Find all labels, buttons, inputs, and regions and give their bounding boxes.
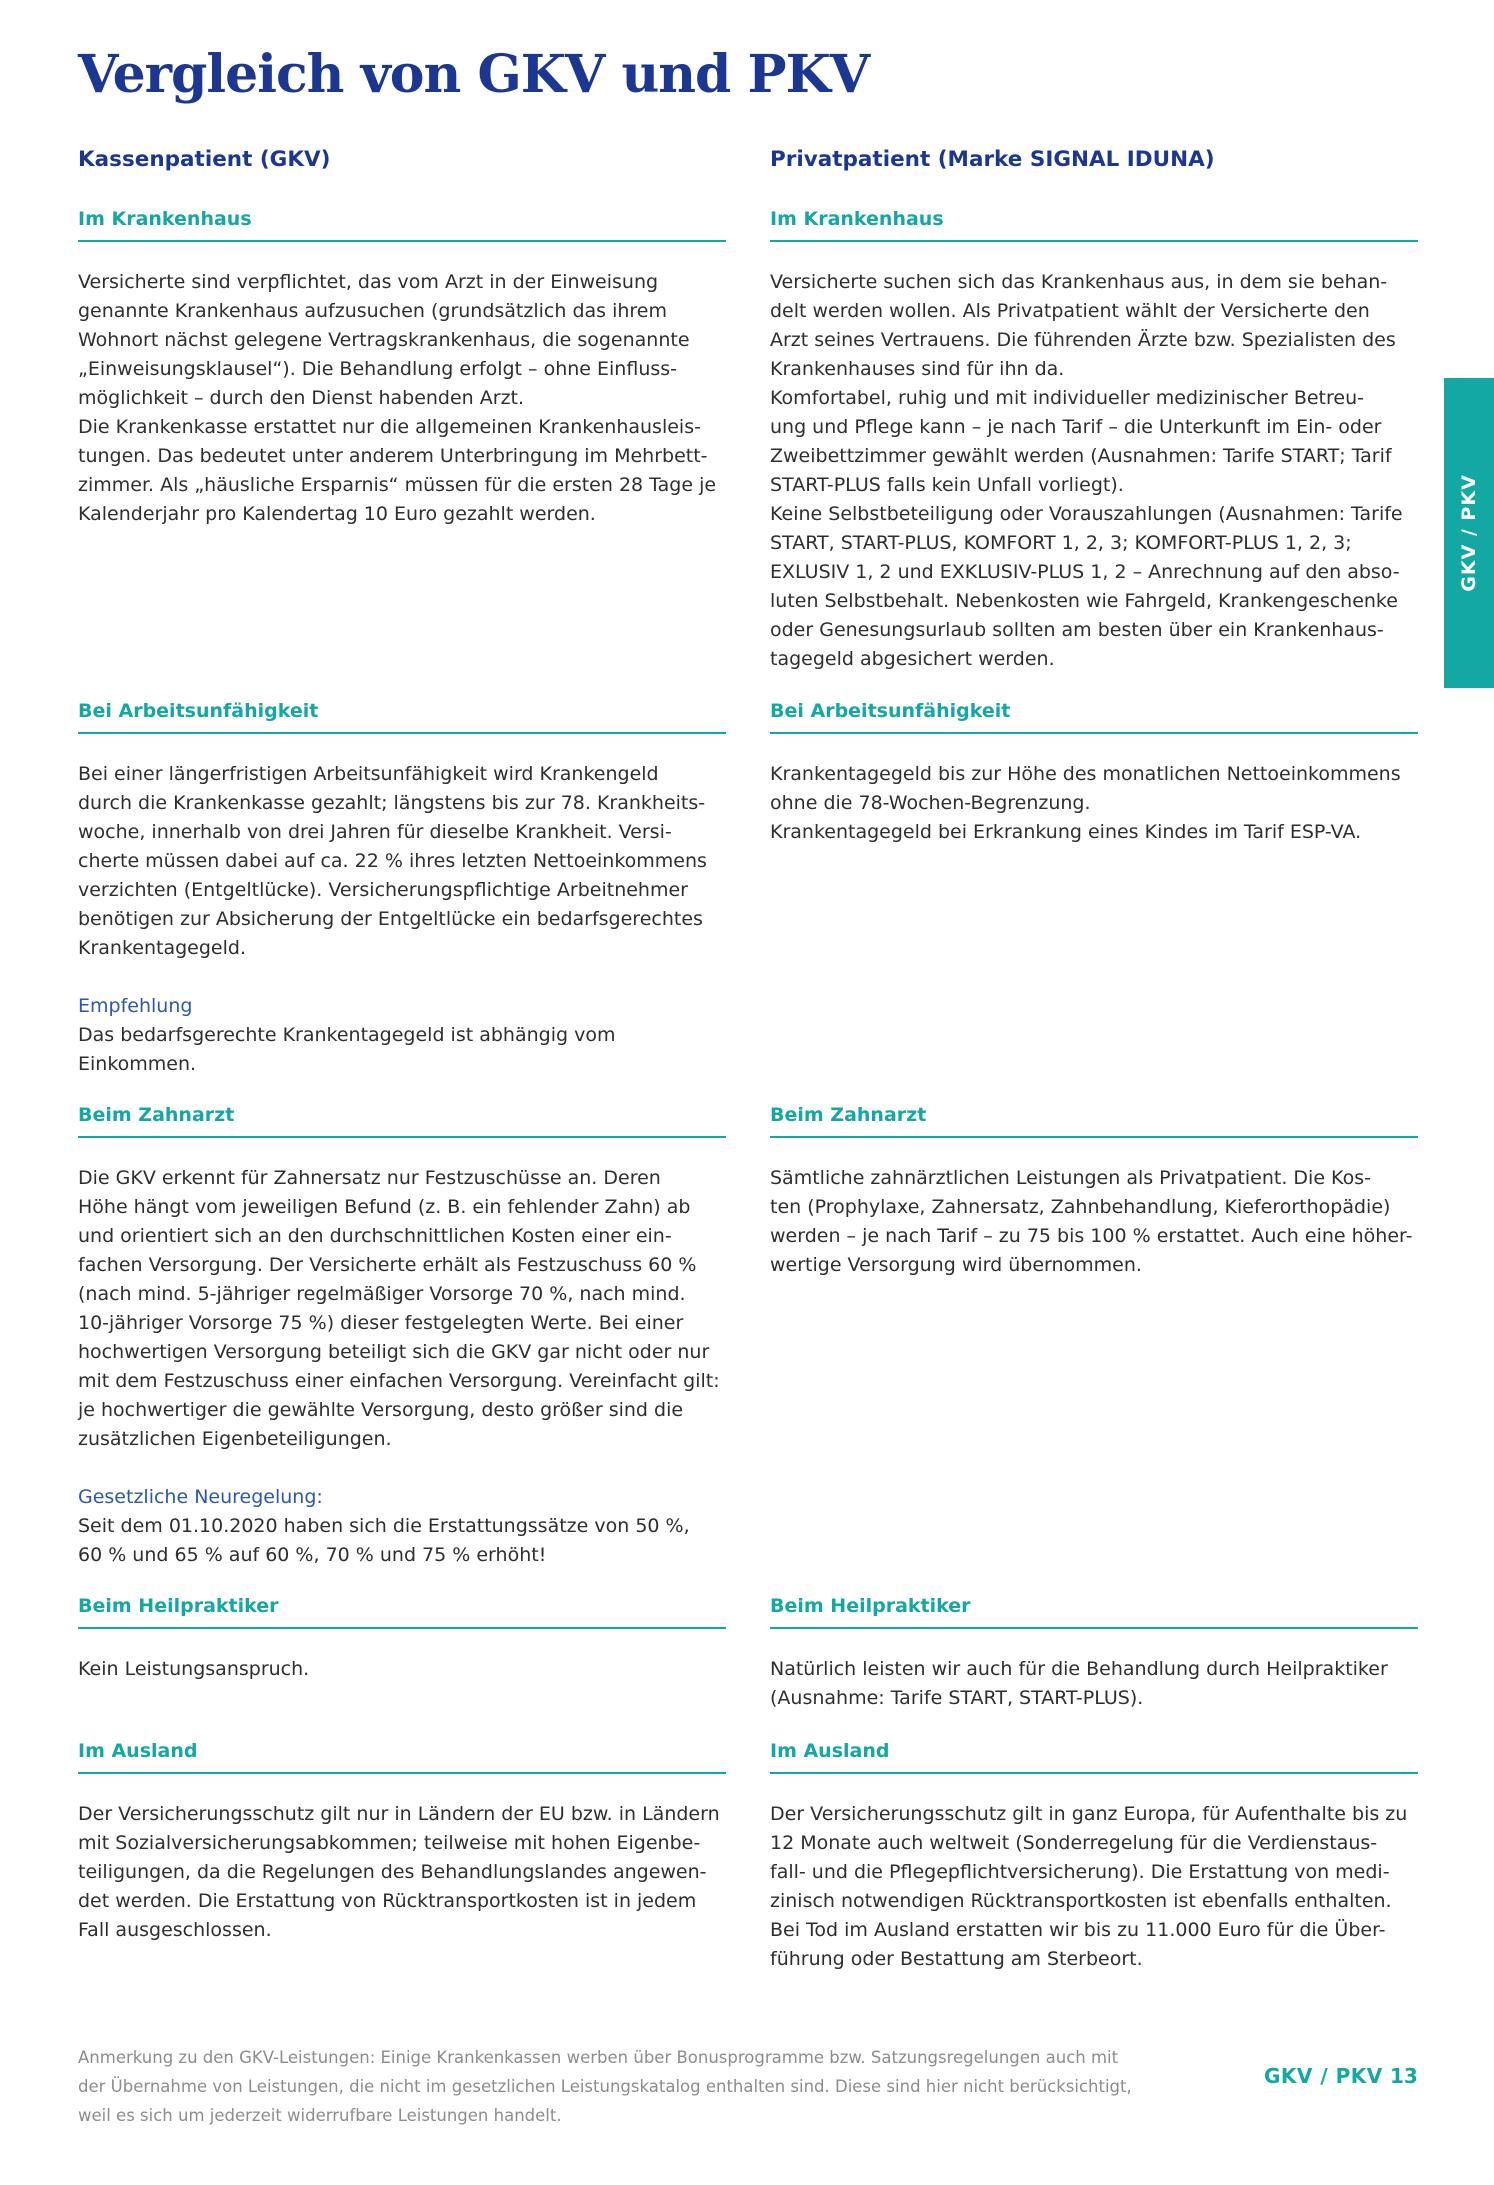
text-line: Die Krankenkasse erstattet nur die allgemeinen Krankenhausleis-	[78, 416, 701, 438]
section-heading: Bei Arbeitsunfähigkeit	[770, 700, 1418, 734]
section-left-column	[78, 1595, 726, 1713]
section-heilpraktiker	[78, 1595, 1418, 1713]
text-line: Krankentagegeld bei Erkrankung eines Kindes im Tarif ESP-VA.	[770, 821, 1362, 843]
text-line: zusätzlichen Eigenbeteiligungen.	[78, 1428, 392, 1450]
text-line: Der Versicherungsschutz gilt in ganz Europa, für Aufenthalte bis zu	[770, 1803, 1408, 1825]
text-line: fall- und die Pflegepflichtversicherung). Die Erstattung von medi-	[770, 1861, 1390, 1883]
section-left-column	[78, 1104, 726, 1570]
text-line: werden – je nach Tarif – zu 75 bis 100 % erstattet. Auch eine höher-	[770, 1225, 1413, 1247]
text-line: Fall ausgeschlossen.	[78, 1919, 272, 1941]
sub-heading-empfehlung: Empfehlung	[78, 995, 193, 1017]
section-heading: Beim Heilpraktiker	[78, 1595, 726, 1629]
text-line: (nach mind. 5-jähriger regelmäßiger Vorsorge 70 %, nach mind.	[78, 1283, 686, 1305]
text-line: Zweibettzimmer gewählt werden (Ausnahmen: Tarife START; Tarif	[770, 445, 1392, 467]
text-line: delt werden wollen. Als Privatpatient wählt der Versicherte den	[770, 300, 1370, 322]
text-line: START-PLUS falls kein Unfall vorliegt).	[770, 474, 1124, 496]
text-line: tagegeld abgesichert werden.	[770, 648, 1055, 670]
footnote-line: der Übernahme von Leistungen, die nicht im gesetzlichen Leistungskatalog enthalten sind. Diese sind hier nicht berücksichtigt,	[78, 2077, 1132, 2096]
text-line: durch die Krankenkasse gezahlt; längstens bis zur 78. Krankheits-	[78, 792, 706, 814]
text-line: Bei einer längerfristigen Arbeitsunfähigkeit wird Krankengeld	[78, 763, 659, 785]
text-line: Das bedarfsgerechte Krankentagegeld ist abhängig vom	[78, 1024, 616, 1046]
section-right-text	[770, 760, 1418, 847]
section-right-column	[770, 1740, 1418, 1974]
footer-label: GKV / PKV	[1264, 2064, 1383, 2088]
page-number: 13	[1390, 2064, 1418, 2088]
text-line: Keine Selbstbeteiligung oder Vorauszahlungen (Ausnahmen: Tarife	[770, 503, 1403, 525]
section-left-column	[78, 208, 726, 674]
text-line: oder Genesungsurlaub sollten am besten über ein Krankenhaus-	[770, 619, 1384, 641]
section-heading: Beim Zahnarzt	[770, 1104, 1418, 1138]
text-line: 60 % und 65 % auf 60 %, 70 % und 75 % erhöht!	[78, 1544, 547, 1566]
text-line: ung und Pflege kann – je nach Tarif – die Unterkunft im Ein- oder	[770, 416, 1382, 438]
text-line: Die GKV erkennt für Zahnersatz nur Festzuschüsse an. Deren	[78, 1167, 661, 1189]
text-line: hochwertigen Versorgung beteiligt sich die GKV gar nicht oder nur	[78, 1341, 710, 1363]
text-line: Kein Leistungsanspruch.	[78, 1658, 310, 1680]
text-line: ohne die 78-Wochen-Begrenzung.	[770, 792, 1091, 814]
section-right-text	[770, 268, 1418, 674]
text-line: woche, innerhalb von drei Jahren für dieselbe Krankheit. Versi-	[78, 821, 672, 843]
side-tab-label: GKV / PKV	[1458, 474, 1480, 592]
text-line: Wohnort nächst gelegene Vertragskrankenhaus, die sogenannte	[78, 329, 690, 351]
text-line: mit Sozialversicherungsabkommen; teilweise mit hohen Eigenbe-	[78, 1832, 701, 1854]
text-line: fachen Versorgung. Der Versicherte erhält als Festzuschuss 60 %	[78, 1254, 697, 1276]
section-left-text	[78, 1800, 726, 1945]
section-right-column	[770, 208, 1418, 674]
text-line: ten (Prophylaxe, Zahnersatz, Zahnbehandlung, Kieferorthopädie)	[770, 1196, 1391, 1218]
text-line: Natürlich leisten wir auch für die Behandlung durch Heilpraktiker	[770, 1658, 1388, 1680]
text-line: 12 Monate auch weltweit (Sonderregelung für die Verdienstaus-	[770, 1832, 1378, 1854]
side-tab	[1444, 378, 1494, 688]
text-line: genannte Krankenhaus aufzusuchen (grundsätzlich das ihrem	[78, 300, 667, 322]
section-heading: Im Ausland	[770, 1740, 1418, 1774]
section-heading: Im Krankenhaus	[770, 208, 1418, 242]
text-line: EXLUSIV 1, 2 und EXKLUSIV-PLUS 1, 2 – Anrechnung auf den abso-	[770, 561, 1400, 583]
text-line: Komfortabel, ruhig und mit individueller medizinischer Betreu-	[770, 387, 1364, 409]
text-line: Einkommen.	[78, 1053, 197, 1075]
text-line: Kalenderjahr pro Kalendertag 10 Euro gezahlt werden.	[78, 503, 596, 525]
text-line: Krankenhauses sind für ihn da.	[770, 358, 1065, 380]
text-line: führung oder Bestattung am Sterbeort.	[770, 1948, 1143, 1970]
text-line: Arzt seines Vertrauens. Die führenden Ärzte bzw. Spezialisten des	[770, 329, 1396, 351]
section-left-column	[78, 1740, 726, 1974]
section-right-text	[770, 1655, 1418, 1713]
text-line: Höhe hängt vom jeweiligen Befund (z. B. ein fehlender Zahn) ab	[78, 1196, 691, 1218]
text-line: tungen. Das bedeutet unter anderem Unterbringung im Mehrbett-	[78, 445, 708, 467]
text-line: 10-jähriger Vorsorge 75 %) dieser festgelegten Werte. Bei einer	[78, 1312, 684, 1334]
footnote	[78, 2043, 1132, 2130]
section-krankenhaus	[78, 208, 1418, 674]
text-line: START, START-PLUS, KOMFORT 1, 2, 3; KOMFORT-PLUS 1, 2, 3;	[770, 532, 1352, 554]
section-zahnarzt	[78, 1104, 1418, 1570]
section-left-text	[78, 268, 726, 529]
text-line: Krankentagegeld bis zur Höhe des monatlichen Nettoeinkommens	[770, 763, 1401, 785]
text-line: „Einweisungsklausel“). Die Behandlung erfolgt – ohne Einfluss-	[78, 358, 678, 380]
text-line: Sämtliche zahnärztlichen Leistungen als Privatpatient. Die Kos-	[770, 1167, 1371, 1189]
footnote-line: Anmerkung zu den GKV-Leistungen: Einige Krankenkassen werben über Bonusprogramme bzw. Satzungsregelungen auch mit	[78, 2048, 1119, 2067]
section-left-text	[78, 760, 726, 963]
text-line: teiligungen, da die Regelungen des Behandlungslandes angewen-	[78, 1861, 707, 1883]
section-arbeitsunfaehigkeit	[78, 700, 1418, 1079]
text-line: verzichten (Entgeltlücke). Versicherungspflichtige Arbeitnehmer	[78, 879, 688, 901]
text-line: Bei Tod im Ausland erstatten wir bis zu 11.000 Euro für die Über-	[770, 1919, 1386, 1941]
text-line: luten Selbstbehalt. Nebenkosten wie Fahrgeld, Krankengeschenke	[770, 590, 1398, 612]
section-left-column	[78, 700, 726, 1079]
section-heading: Im Ausland	[78, 1740, 726, 1774]
footnote-line: weil es sich um jederzeit widerrufbare Leistungen handelt.	[78, 2106, 562, 2125]
section-right-column	[770, 1595, 1418, 1713]
text-line: wertige Versorgung wird übernommen.	[770, 1254, 1142, 1276]
text-line: zinisch notwendigen Rücktransportkosten ist ebenfalls enthalten.	[770, 1890, 1392, 1912]
text-line: Der Versicherungsschutz gilt nur in Ländern der EU bzw. in Ländern	[78, 1803, 720, 1825]
section-left-text	[78, 1655, 726, 1684]
section-heading: Beim Zahnarzt	[78, 1104, 726, 1138]
text-line: cherte müssen dabei auf ca. 22 % ihres letzten Nettoeinkommens	[78, 850, 707, 872]
text-line: und orientiert sich an den durchschnittlichen Kosten einer ein-	[78, 1225, 672, 1247]
column-heading-pkv: Privatpatient (Marke SIGNAL IDUNA)	[770, 147, 1215, 172]
section-ausland	[78, 1740, 1418, 1974]
spacer	[78, 1454, 726, 1483]
section-heading: Bei Arbeitsunfähigkeit	[78, 700, 726, 734]
section-left-text	[78, 1164, 726, 1454]
section-right-text	[770, 1164, 1418, 1280]
section-right-text	[770, 1800, 1418, 1974]
text-line: det werden. Die Erstattung von Rücktransportkosten ist in jedem	[78, 1890, 697, 1912]
section-right-column	[770, 1104, 1418, 1570]
section-right-column	[770, 700, 1418, 1079]
section-heading: Beim Heilpraktiker	[770, 1595, 1418, 1629]
text-line: zimmer. Als „häusliche Ersparnis“ müssen für die ersten 28 Tage je	[78, 474, 717, 496]
text-line: mit dem Festzuschuss einer einfachen Versorgung. Vereinfacht gilt:	[78, 1370, 720, 1392]
text-line: benötigen zur Absicherung der Entgeltlücke ein bedarfsgerechtes	[78, 908, 703, 930]
text-line: Versicherte sind verpflichtet, das vom Arzt in der Einweisung	[78, 271, 659, 293]
column-heading-gkv: Kassenpatient (GKV)	[78, 147, 331, 172]
sub-heading-neuregelung: Gesetzliche Neuregelung:	[78, 1486, 323, 1508]
text-line: Seit dem 01.10.2020 haben sich die Erstattungssätze von 50 %,	[78, 1515, 690, 1537]
text-line: möglichkeit – durch den Dienst habenden Arzt.	[78, 387, 525, 409]
text-line: Versicherte suchen sich das Krankenhaus aus, in dem sie behan-	[770, 271, 1388, 293]
spacer	[78, 963, 726, 992]
text-line: Krankentagegeld.	[78, 937, 246, 959]
text-line: (Ausnahme: Tarife START, START-PLUS).	[770, 1687, 1144, 1709]
text-line: je hochwertiger die gewählte Versorgung, desto größer sind die	[78, 1399, 684, 1421]
section-heading: Im Krankenhaus	[78, 208, 726, 242]
page-title: Vergleich von GKV und PKV	[78, 44, 870, 105]
